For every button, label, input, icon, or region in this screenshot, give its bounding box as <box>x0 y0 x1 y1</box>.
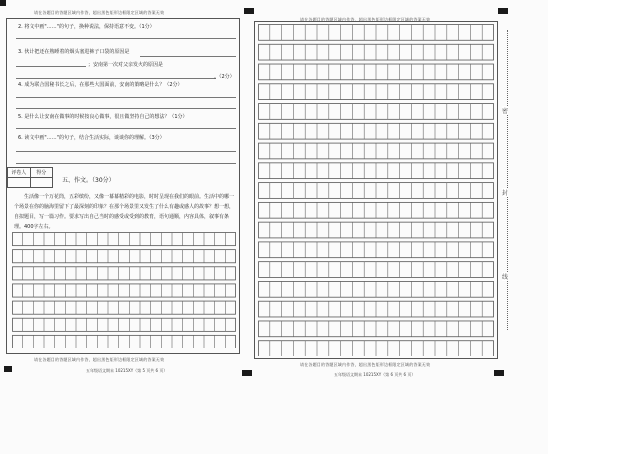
answer-line <box>16 66 86 67</box>
grid-row <box>13 250 236 263</box>
score-box-header <box>7 167 53 178</box>
footer-notice-right: 请在各题目的答题区域内作答，超出黑色矩形边框限定区域的答案无效 <box>300 362 431 367</box>
question-3-points: 。（2分） <box>214 74 235 80</box>
binding-mark-line: 线 <box>502 274 509 281</box>
question-2: 2. 将文中画"……"的句子，换种说法，保持语意不变。（1分） <box>18 24 155 30</box>
registration-mark-top-right <box>498 8 508 14</box>
binding-mark-envelope: 封 <box>502 190 509 197</box>
binding-line <box>507 30 508 330</box>
grid-row <box>13 301 236 314</box>
page-footer-right: 五年级语文期末 10215XY（第 6 页共 6 页） <box>334 372 416 377</box>
registration-mark-top-left <box>0 0 6 6</box>
essay-prompt: 生活像一个万花筒，五彩缤纷，又像一幕幕精彩的电影，时时呈现在我们的眼前。生活中的哪一个场景在你的脑海里留下了最深刻的印象？在那个场景里又发生了什么有趣或感人的故事？想一想，自拟题目，写一篇习作。要求写出自己当时的感受或受到的教育，语句通顺，内容具体，叙事有条理。400字左右。 <box>14 194 235 230</box>
question-3: 3. 伙计把还在熟睡着的烟头塞进裤子口袋的原因是 <box>18 49 130 55</box>
registration-mark-bottom-left <box>4 366 12 372</box>
section-title: 五、作文。（30分） <box>62 177 115 184</box>
registration-mark-top-mid <box>244 8 254 14</box>
question-6: 6. 读文中画"……"的句子，结合生活实际，谈谈你的理解。（3分） <box>18 135 165 141</box>
grader-label: 评卷人 <box>8 168 31 177</box>
answer-line <box>16 97 236 98</box>
essay-grid-left <box>12 232 236 348</box>
score-label: 得分 <box>36 170 47 176</box>
page-footer-left: 五年级语文期末 10215XY（第 5 页共 6 页） <box>86 368 168 373</box>
header-notice-right: 请在各题目的答题区域内作答，超出黑色矩形边框限定区域的答案无效 <box>300 17 431 22</box>
question-5: 5. 是什么让安南在做事的时候按良心做事，很且做坚持自己的想法？（1分） <box>18 114 188 120</box>
answer-line <box>140 56 236 57</box>
grid-row <box>13 267 236 280</box>
grid-row <box>13 284 236 297</box>
grid-row <box>13 335 236 348</box>
header-notice-left: 请在各题目的答题区域内作答，超出黑色矩形边框限定区域的答案无效 <box>34 10 165 15</box>
essay-grid-right <box>258 24 494 356</box>
registration-mark-bottom-right <box>494 370 504 376</box>
answer-line <box>16 38 236 39</box>
footer-notice-left: 请在各题目的答题区域内作答，超出黑色矩形边框限定区域的答案无效 <box>34 357 165 362</box>
answer-line <box>16 163 236 164</box>
answer-line <box>16 151 236 152</box>
registration-mark-bottom-mid <box>242 370 252 376</box>
binding-mark-seal: 密 <box>502 108 509 115</box>
grid-row <box>13 233 236 246</box>
answer-line <box>16 108 236 109</box>
question-4: 4. 成为联合国秘书长之后，在那些大国面前，安南的策略是什么？（2分） <box>18 82 183 88</box>
scan-edge <box>548 0 640 454</box>
question-3-continued: ；安南第一次对父亲发火的原因是 <box>88 62 164 68</box>
answer-line <box>16 128 236 129</box>
answer-line <box>16 78 216 79</box>
grid-row <box>13 318 236 331</box>
score-box-blank <box>7 178 53 188</box>
